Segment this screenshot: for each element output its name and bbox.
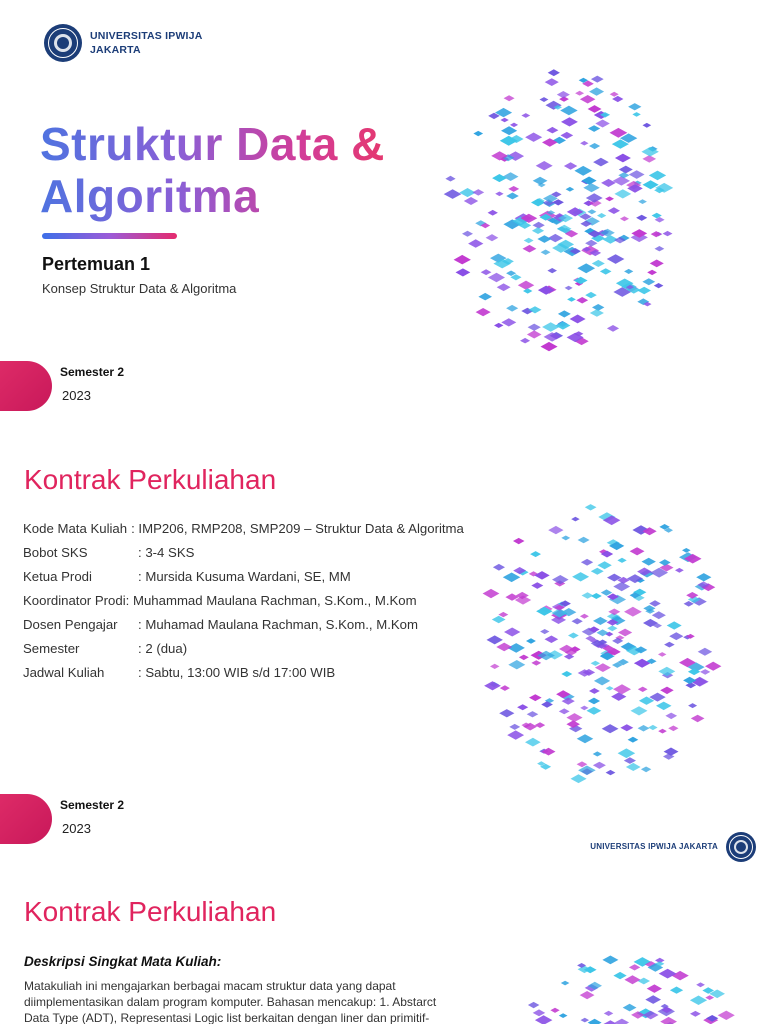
cube-tile xyxy=(444,189,462,199)
cube-tile xyxy=(597,629,609,636)
cube-tile xyxy=(557,91,570,98)
cube-tile xyxy=(624,757,636,764)
info-row xyxy=(23,541,464,565)
cube-tile xyxy=(527,330,542,338)
cube-tile xyxy=(578,766,596,776)
cube-tile xyxy=(562,698,575,705)
cube-tile xyxy=(518,281,535,290)
cube-tile xyxy=(577,263,595,273)
cube-tile xyxy=(468,239,483,248)
cube-tile xyxy=(566,713,582,722)
cube-tile xyxy=(624,607,642,617)
cube-tile xyxy=(641,767,651,773)
cube-tile xyxy=(629,170,645,179)
cube-tile xyxy=(527,711,539,717)
cube-tile xyxy=(649,171,666,181)
cube-tile xyxy=(578,537,590,544)
cube-tile xyxy=(484,681,501,690)
cube-tile xyxy=(606,770,616,775)
cube-tile xyxy=(620,216,629,221)
cube-tile xyxy=(464,197,478,205)
cube-tile xyxy=(506,305,518,312)
cube-tile xyxy=(607,626,617,632)
cube-tile xyxy=(638,687,648,692)
cube-tile xyxy=(506,193,519,200)
cube-tile xyxy=(523,288,532,293)
cube-tile xyxy=(508,186,519,192)
cube-tile xyxy=(495,192,503,197)
cube-tile xyxy=(496,643,512,652)
info-value: : 3-4 SKS xyxy=(138,545,195,560)
cube-tile xyxy=(493,564,505,571)
cube-tile xyxy=(682,548,691,553)
cube-tile xyxy=(705,995,714,1000)
cube-tile xyxy=(594,676,610,685)
cube-tile xyxy=(632,112,640,117)
cube-tile xyxy=(561,671,572,677)
cube-tile xyxy=(545,636,559,644)
cube-tile xyxy=(626,763,641,771)
cube-tile xyxy=(565,286,573,291)
cube-tile xyxy=(645,995,661,1004)
cube-tile xyxy=(572,572,589,581)
university-seal-icon xyxy=(44,24,82,62)
description-body: Matakuliah ini mengajarkan berbagai macam struktur data yang dapat diimplementasikan dalam program komputer. Bahasan mencakup: 1. Abstarct Data Type (ADT), Representasi Logic list berkaitan dengan liner dan primitif- xyxy=(24,979,437,1024)
semester-label: Semester 2 xyxy=(60,798,125,812)
cube-tile xyxy=(525,133,542,142)
cube-tile xyxy=(629,964,640,970)
cube-tile xyxy=(648,725,657,730)
cube-tile xyxy=(664,748,679,756)
cube-tile xyxy=(602,956,618,965)
cube-tile xyxy=(690,1011,701,1017)
cube-tile xyxy=(593,617,608,625)
cube-tile xyxy=(590,309,604,317)
cube-tile xyxy=(490,664,500,669)
cube-tile xyxy=(660,687,674,695)
cube-tile xyxy=(613,684,631,694)
cube-tile xyxy=(588,1019,602,1024)
cube-tile xyxy=(509,724,520,730)
cube-tile xyxy=(472,189,484,196)
university-name xyxy=(90,29,203,57)
cube-tile xyxy=(504,95,515,101)
cube-tile xyxy=(523,245,537,253)
semester-pill xyxy=(0,794,52,844)
cube-tile xyxy=(559,708,570,714)
info-label: Dosen Pengajar xyxy=(23,617,118,632)
cube-tile xyxy=(503,172,519,181)
cube-tile xyxy=(521,113,530,118)
cube-tile xyxy=(585,240,597,247)
cube-tile xyxy=(659,559,671,565)
info-row xyxy=(23,637,464,661)
cube-tile xyxy=(510,123,518,128)
cube-tile xyxy=(476,308,491,316)
university-name-line1: UNIVERSITAS IPWIJA xyxy=(90,29,203,42)
title-accent-bar xyxy=(42,233,177,239)
cube-tile xyxy=(552,575,569,584)
cube-tile xyxy=(603,1020,618,1024)
cube-tile xyxy=(483,589,500,598)
cube-tile xyxy=(550,1008,559,1013)
cube-tile xyxy=(577,734,594,743)
cube-tile xyxy=(615,154,631,163)
cube-tile xyxy=(656,702,672,711)
cube-tile xyxy=(456,268,471,276)
cube-tile xyxy=(497,283,511,291)
cube-tile xyxy=(580,991,595,999)
cube-tile xyxy=(445,176,455,182)
cube-tile xyxy=(660,1017,677,1024)
cube-tile xyxy=(513,538,525,544)
cube-tile xyxy=(658,652,666,657)
cube-tile xyxy=(664,642,675,648)
cube-tile xyxy=(624,975,640,984)
cube-tile xyxy=(529,694,542,701)
cube-tile xyxy=(607,325,619,332)
cube-tile xyxy=(612,96,623,102)
info-label: Koordinator Prodi xyxy=(23,593,126,608)
cube-tile xyxy=(591,593,602,599)
cube-tile xyxy=(580,706,588,711)
info-label: Semester xyxy=(23,641,80,656)
data-cube-illustration xyxy=(500,930,760,1024)
cube-tile xyxy=(588,125,600,132)
university-seal-icon xyxy=(726,832,756,862)
cube-tile xyxy=(581,559,593,566)
cube-tile xyxy=(531,660,541,665)
cube-tile xyxy=(558,310,571,317)
section-title: Kontrak Perkuliahan xyxy=(24,464,277,495)
cube-tile xyxy=(617,558,626,563)
cube-tile xyxy=(567,297,576,302)
cube-tile xyxy=(581,1018,590,1023)
cube-tile xyxy=(623,1004,637,1012)
cube-tile xyxy=(462,231,473,237)
cube-tile xyxy=(519,655,529,661)
cube-tile xyxy=(538,286,555,295)
cube-tile xyxy=(561,132,574,139)
cube-tile xyxy=(638,199,647,204)
cube-tile xyxy=(608,207,620,214)
university-name: UNIVERSITAS IPWIJA JAKARTA xyxy=(590,841,718,851)
cube-tile xyxy=(690,996,707,1006)
university-logo xyxy=(44,24,203,62)
cube-tile xyxy=(620,724,633,731)
university-name-line2: JAKARTA xyxy=(90,44,141,56)
cube-tile xyxy=(602,724,619,733)
cube-tile xyxy=(613,582,630,591)
cube-tile xyxy=(507,730,524,739)
cube-tile xyxy=(499,709,514,717)
cube-tile xyxy=(547,268,557,273)
info-label: Jadwal Kuliah xyxy=(23,665,105,680)
cover-slide xyxy=(0,0,768,432)
cube-tile xyxy=(595,120,610,128)
semester-year: 2023 xyxy=(62,821,91,836)
semester-label: Semester 2 xyxy=(60,365,125,379)
cube-tile xyxy=(647,984,662,993)
cube-tile xyxy=(587,707,602,715)
cube-tile xyxy=(504,628,520,637)
cube-tile xyxy=(607,254,625,264)
cube-tile xyxy=(668,726,678,732)
cube-tile xyxy=(572,618,583,624)
info-row xyxy=(23,565,464,589)
cube-tile xyxy=(501,318,516,326)
cube-tile xyxy=(587,209,596,214)
cube-tile xyxy=(589,688,600,694)
cube-tile xyxy=(488,273,505,282)
cube-tile xyxy=(614,189,631,198)
cube-tile xyxy=(576,297,588,304)
cube-tile xyxy=(534,571,549,580)
cube-tile xyxy=(533,1009,546,1016)
course-title-line2: Algoritma xyxy=(40,170,260,222)
cube-tile xyxy=(652,611,666,619)
cube-tile xyxy=(588,698,600,705)
cube-tile xyxy=(606,686,614,690)
cube-tile xyxy=(561,117,578,126)
cube-tile xyxy=(675,568,684,573)
cube-tile xyxy=(580,95,596,104)
cube-tile xyxy=(542,322,559,332)
cube-tile xyxy=(634,659,650,668)
cube-tile xyxy=(530,551,541,557)
cube-tile xyxy=(624,269,633,274)
cube-tile xyxy=(651,231,662,237)
cube-tile xyxy=(488,210,498,216)
contract-slide xyxy=(0,432,768,864)
cube-tile xyxy=(638,725,650,732)
cube-tile xyxy=(654,283,664,288)
cube-tile xyxy=(643,123,652,128)
cube-tile xyxy=(559,1013,568,1018)
cube-tile xyxy=(591,76,604,83)
info-label: Kode Mata Kuliah xyxy=(23,521,128,536)
cube-tile xyxy=(585,292,597,298)
cube-tile xyxy=(655,246,665,251)
cube-tile xyxy=(636,215,647,221)
cube-tile xyxy=(541,342,558,351)
cube-tile xyxy=(597,213,606,218)
cube-tile xyxy=(561,536,570,541)
data-cube-illustration xyxy=(430,55,690,365)
cube-tile xyxy=(604,1011,614,1016)
cube-tile xyxy=(615,1019,629,1024)
cube-tile xyxy=(570,315,586,324)
info-value: : IMP206, RMP208, SMP209 – Struktur Data & Algoritma xyxy=(131,521,464,536)
section-title: Kontrak Perkuliahan xyxy=(24,896,277,927)
cube-tile xyxy=(580,141,588,146)
cube-tile xyxy=(589,143,600,149)
cube-tile xyxy=(618,748,636,758)
cube-tile xyxy=(613,176,630,186)
cube-tile xyxy=(500,118,508,123)
info-label: Bobot SKS xyxy=(23,545,88,560)
description-slide xyxy=(0,864,768,1024)
cube-tile xyxy=(561,981,570,986)
cube-tile xyxy=(665,713,677,720)
cube-tile xyxy=(642,155,656,163)
cube-tile xyxy=(600,268,612,274)
course-title-line1: Struktur Data & xyxy=(40,118,385,170)
cube-tile xyxy=(517,704,528,710)
cube-tile xyxy=(670,987,683,994)
cube-tile xyxy=(691,715,705,723)
cube-tile xyxy=(532,227,544,234)
cube-tile xyxy=(508,660,525,669)
cube-tile xyxy=(548,526,563,534)
cube-tile xyxy=(705,662,721,671)
cube-tile xyxy=(650,260,664,268)
footer-university-logo xyxy=(590,832,756,862)
cube-tile xyxy=(524,238,534,243)
cube-tile xyxy=(593,751,602,756)
cube-tile xyxy=(531,582,543,589)
cube-tile xyxy=(501,126,517,135)
info-row xyxy=(23,613,464,637)
cube-tile xyxy=(546,127,558,133)
cube-tile xyxy=(487,635,503,644)
cube-tile xyxy=(608,609,620,616)
info-value: : Muhammad Maulana Rachman, S.Kom., M.Kom xyxy=(125,593,417,608)
cube-tile xyxy=(541,250,551,256)
cube-tile xyxy=(688,703,697,708)
cube-tile xyxy=(520,338,530,344)
semester-pill xyxy=(0,361,52,411)
cube-tile xyxy=(481,269,492,275)
info-row xyxy=(23,661,464,685)
description-heading: Deskripsi Singkat Mata Kuliah: xyxy=(24,954,222,969)
cube-tile xyxy=(700,669,710,675)
cube-tile xyxy=(580,614,589,619)
cube-tile xyxy=(585,504,597,510)
cube-tile xyxy=(571,774,587,783)
cube-tile xyxy=(536,161,553,170)
cube-tile xyxy=(658,729,667,734)
info-value: : Muhamad Maulana Rachman, S.Kom., M.Kom xyxy=(138,617,418,632)
cube-tile xyxy=(494,323,504,328)
cube-tile xyxy=(473,131,483,136)
cube-tile xyxy=(492,174,507,182)
cube-tile xyxy=(582,592,594,599)
cube-tile xyxy=(593,158,609,167)
cube-tile xyxy=(631,706,648,715)
cube-tile xyxy=(630,547,645,555)
cube-tile xyxy=(696,573,711,581)
info-row xyxy=(23,589,464,613)
data-cube-illustration xyxy=(470,487,730,797)
cube-tile xyxy=(566,187,575,192)
cube-tile xyxy=(528,1002,540,1008)
cube-tile xyxy=(528,324,541,331)
cube-tile xyxy=(593,762,606,769)
cube-tile xyxy=(526,638,536,644)
cube-tile xyxy=(667,621,682,629)
info-row xyxy=(23,517,464,541)
cube-tile xyxy=(486,234,499,241)
cube-tile xyxy=(591,661,601,666)
contract-info-list xyxy=(23,517,464,685)
cube-tile xyxy=(568,633,579,639)
info-value: : Sabtu, 13:00 WIB s/d 17:00 WIB xyxy=(138,665,336,680)
cube-tile xyxy=(618,629,632,637)
info-value: : 2 (dua) xyxy=(138,641,188,656)
cube-tile xyxy=(540,97,549,102)
cube-tile xyxy=(597,561,611,569)
cube-tile xyxy=(698,648,713,656)
cube-tile xyxy=(647,270,657,275)
cube-tile xyxy=(503,573,521,583)
cube-tile xyxy=(545,78,559,86)
cube-tile xyxy=(628,103,641,110)
cube-tile xyxy=(574,166,592,176)
cube-tile xyxy=(619,166,633,174)
cube-tile xyxy=(564,162,577,169)
cube-tile xyxy=(478,293,492,301)
cube-tile xyxy=(613,972,626,979)
cube-tile xyxy=(571,517,580,522)
cube-tile xyxy=(555,321,570,329)
cube-tile xyxy=(525,738,541,747)
cube-tile xyxy=(583,183,600,192)
cube-tile xyxy=(592,260,605,267)
semester-year: 2023 xyxy=(62,388,91,403)
course-title xyxy=(40,118,385,222)
cube-tile xyxy=(649,600,661,606)
cube-tile xyxy=(663,231,673,236)
cube-tile xyxy=(535,1015,553,1024)
cube-tile xyxy=(638,978,650,985)
cube-tile xyxy=(642,558,656,566)
meeting-subtitle: Konsep Struktur Data & Algoritma xyxy=(42,281,237,296)
cube-tile xyxy=(669,632,683,640)
cube-tile xyxy=(611,692,626,701)
info-value: : Mursida Kusuma Wardani, SE, MM xyxy=(138,569,351,584)
cube-tile xyxy=(628,737,639,743)
cube-tile xyxy=(575,91,584,96)
cube-tile xyxy=(588,105,602,113)
cube-tile xyxy=(591,568,604,575)
cube-tile xyxy=(605,196,614,201)
cube-tile xyxy=(582,177,597,185)
cube-tile xyxy=(589,87,604,95)
cube-tile xyxy=(718,1011,735,1020)
cube-tile xyxy=(548,234,563,242)
cube-tile xyxy=(540,629,549,634)
cube-tile xyxy=(658,667,675,676)
cube-tile xyxy=(500,685,510,691)
cube-tile xyxy=(533,222,545,229)
info-label: Ketua Prodi xyxy=(23,569,92,584)
cube-tile xyxy=(560,106,578,116)
cube-tile xyxy=(659,969,677,979)
cube-tile xyxy=(610,92,619,97)
cube-tile xyxy=(548,69,560,76)
cube-tile xyxy=(535,722,546,728)
cube-tile xyxy=(537,235,551,243)
meeting-number: Pertemuan 1 xyxy=(42,254,151,274)
cube-tile xyxy=(454,255,471,265)
cube-tile xyxy=(642,278,655,285)
cube-tile xyxy=(696,982,705,987)
cube-tile xyxy=(601,179,616,187)
